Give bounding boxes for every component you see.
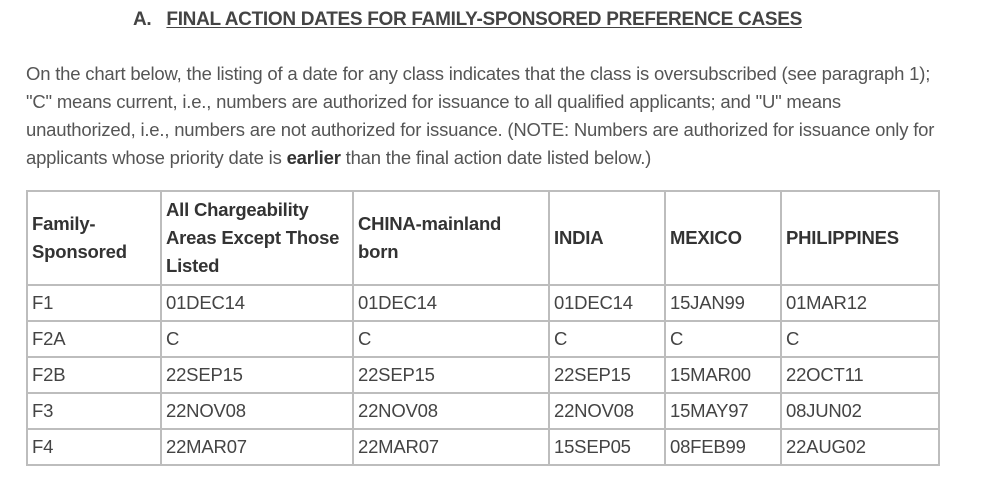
table-cell: C [665, 321, 781, 357]
column-header-philippines: PHILIPPINES [781, 191, 939, 285]
table-cell: C [781, 321, 939, 357]
table-cell: 22SEP15 [353, 357, 549, 393]
table-cell: 22SEP15 [549, 357, 665, 393]
table-cell: F3 [27, 393, 161, 429]
intro-text-end: than the final action date listed below.) [340, 147, 652, 168]
table-cell: F4 [27, 429, 161, 465]
table-cell: 22NOV08 [549, 393, 665, 429]
table-cell: 22NOV08 [353, 393, 549, 429]
table-row [27, 321, 939, 357]
column-header-family-sponsored: Family-Sponsored [27, 191, 161, 285]
table-cell: C [549, 321, 665, 357]
table-cell: 22NOV08 [161, 393, 353, 429]
table-cell: C [353, 321, 549, 357]
intro-text: On the chart below, the listing of a date for any class indicates that the class is oversubscribed (see paragraph 1); "C" means current, i.e., numbers are authorized for issuance to all qualified applicants; and "U" means unauthorized, i.e., numbers are not authorized for issuance. (NOTE: Numbers are authorized for issuance only for applicants whose priority date is [26, 63, 935, 168]
table-row [27, 429, 939, 465]
table-cell: 22OCT11 [781, 357, 939, 393]
table-cell: 08FEB99 [665, 429, 781, 465]
table-cell: 08JUN02 [781, 393, 939, 429]
table-cell: 22MAR07 [161, 429, 353, 465]
section-heading [133, 9, 802, 31]
table-cell: F1 [27, 285, 161, 321]
table-cell: 15MAR00 [665, 357, 781, 393]
table-cell: C [161, 321, 353, 357]
table-cell: 01DEC14 [353, 285, 549, 321]
column-header-china: CHINA-mainland born [353, 191, 549, 285]
table-cell: 15SEP05 [549, 429, 665, 465]
table-cell: 15JAN99 [665, 285, 781, 321]
intro-emphasis: earlier [286, 147, 341, 168]
table-cell: 22AUG02 [781, 429, 939, 465]
column-header-india: INDIA [549, 191, 665, 285]
column-header-mexico: MEXICO [665, 191, 781, 285]
intro-paragraph [26, 60, 936, 172]
table-row [27, 357, 939, 393]
table-header-row [27, 191, 939, 285]
section-letter: A. [133, 9, 152, 30]
column-header-all-chargeability: All Chargeability Areas Except Those Listed [161, 191, 353, 285]
final-action-dates-table [26, 190, 940, 466]
table-cell: 22MAR07 [353, 429, 549, 465]
table-row [27, 285, 939, 321]
table-cell: 01DEC14 [161, 285, 353, 321]
table-cell: F2A [27, 321, 161, 357]
section-title: FINAL ACTION DATES FOR FAMILY-SPONSORED PREFERENCE CASES [166, 9, 802, 30]
table-row [27, 393, 939, 429]
table-cell: F2B [27, 357, 161, 393]
table-cell: 22SEP15 [161, 357, 353, 393]
table-cell: 01DEC14 [549, 285, 665, 321]
table-cell: 15MAY97 [665, 393, 781, 429]
table-cell: 01MAR12 [781, 285, 939, 321]
